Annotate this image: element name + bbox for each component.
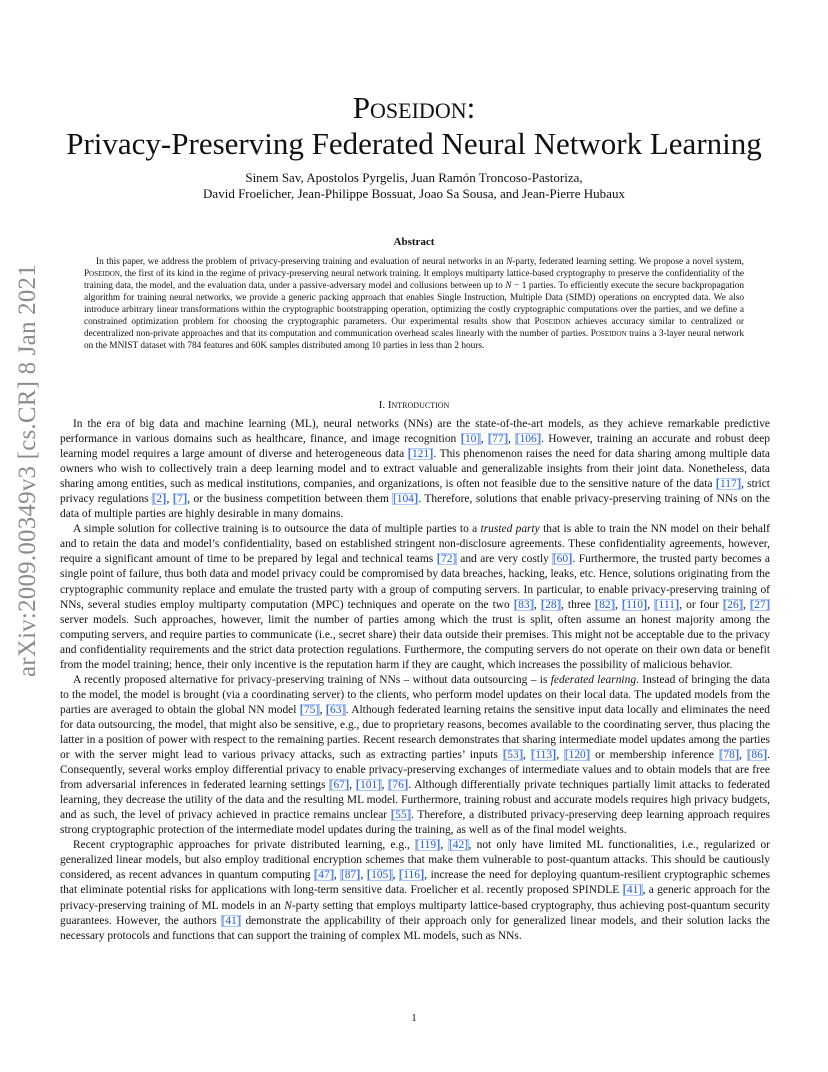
page-number: 1 xyxy=(411,1012,417,1024)
paper-title-line1: Poseidon: xyxy=(352,90,476,125)
citation-link[interactable]: [110] xyxy=(622,598,647,611)
system-name: Poseidon xyxy=(590,329,627,340)
paragraph-3: A recently proposed alternative for privacy-preserving training of NNs – without data outsourcing – is federated learning. Instead of bringing the data to the model, the model is brought (via a coordinating server) to the clients, who perform model updates on their local data. The updated models from the parties are averaged to obtain the global NN model [75], [63]. Although federated learning retains the sensitive input data locally and eliminates the need for data outsourcing, the model, that might also be sensitive, e.g., due to proprietary reasons, becomes available to the coordinating server, thus placing the latter in a position of power with respect to the remaining parties. Recent research demonstrates that sharing intermediate model updates among the parties or with the server might lead to various privacy attacks, such as extracting parties’ inputs [53], [113], [120] or membership inference [78], [86]. Consequently, several works employ differential privacy to enable privacy-preserving exchanges of intermediate values and to obtain models that are free from adversarial inferences in federated learning settings [67], [101], [76]. Although differentially private techniques partially limit attacks to federated learning, they decrease the utility of the data and the resulting ML model. Furthermore, training robust and accurate models requires high privacy budgets, and as such, the level of privacy achieved in practice remains unclear [55]. Therefore, a distributed privacy-preserving deep learning approach requires strong cryptographic protection of the intermediate model updates during the training, as well as of the final model weights. xyxy=(60,673,771,837)
arxiv-identifier: arXiv:2009.00349v3 [cs.CR] 8 Jan 2021 xyxy=(14,264,41,677)
citation-link[interactable]: [104] xyxy=(392,493,418,506)
body-text xyxy=(60,417,770,944)
citation-link[interactable]: [120] xyxy=(564,749,590,762)
citation-link[interactable]: [72] xyxy=(437,553,457,566)
citation-link[interactable]: [101] xyxy=(356,779,382,792)
system-name: Poseidon xyxy=(534,317,571,328)
paragraph-4: Recent cryptographic approaches for private distributed learning, e.g., [119], [42], not only have limited ML functionalities, i.e., regularized or generalized linear models, but also employ traditional encryption schemes that make them vulnerable to post-quantum attacks. This should be cautiously considered, as recent advances in quantum computing [47], [87], [105], [116], increase the need for deploying quantum-resilient cryptographic schemes that eliminate potential risks for applications with long-term sensitive data. Froelicher et al. recently proposed SPINDLE [41], a generic approach for the privacy-preserving training of ML models in an N-party setting that employs multiparty lattice-based cryptography, thus achieving post-quantum security guarantees. However, the authors [41] demonstrate the applicability of their approach only for generalized linear models, and their solution lacks the necessary protocols and functions that can support the training of complex ML models, such as NNs. xyxy=(60,839,771,942)
citation-link[interactable]: [63] xyxy=(326,703,346,716)
citation-link[interactable]: [76] xyxy=(388,779,408,792)
citation-link[interactable]: [121] xyxy=(408,448,433,461)
citation-link[interactable]: [119] xyxy=(415,839,440,852)
author-list-line1: Sinem Sav, Apostolos Pyrgelis, Juan Ramón Troncoso-Pastoriza, xyxy=(245,170,583,185)
citation-link[interactable]: [77] xyxy=(488,433,508,446)
citation-link[interactable]: [83] xyxy=(514,598,534,611)
citation-link[interactable]: [75] xyxy=(300,703,320,716)
citation-link[interactable]: [87] xyxy=(340,869,360,882)
citation-link[interactable]: [28] xyxy=(541,598,561,611)
citation-link[interactable]: [47] xyxy=(314,869,334,882)
abstract-paragraph: In this paper, we address the problem of privacy-preserving training and evaluation of neural networks in an N-party, federated learning setting. We propose a novel system, Poseidon, the first of its kind in the regime of privacy-preserving neural network training. It employs multiparty lattice-based cryptography to preserve the confidentiality of the training data, the model, and the evaluation data, under a passive-adversary model and collusions between up to N − 1 parties. To efficiently execute the secure backpropagation algorithm for training neural networks, we provide a generic packing approach that enables Single Instruction, Multiple Data (SIMD) operations on encrypted data. We also introduce arbitrary linear transformations within the cryptographic bootstrapping operation, optimizing the costly cryptographic computations over the parties, and we define a constrained optimization problem for choosing the cryptographic parameters. Our experimental results show that Poseidon achieves accuracy similar to centralized or decentralized non-private approaches and that its computation and communication overhead scales linearly with the number of parties. Poseidon trains a 3-layer neural network on the MNIST dataset with 784 features and 60K samples distributed among 10 parties in less than 2 hours. xyxy=(84,257,744,352)
citation-link[interactable]: [27] xyxy=(750,598,770,611)
citation-link[interactable]: [111] xyxy=(654,598,679,611)
citation-link[interactable]: [117] xyxy=(716,478,741,491)
system-name: Poseidon xyxy=(84,269,120,280)
citation-link[interactable]: [86] xyxy=(747,749,767,762)
citation-link[interactable]: [7] xyxy=(173,493,187,506)
citation-link[interactable]: [2] xyxy=(152,493,166,506)
citation-link[interactable]: [106] xyxy=(515,433,541,446)
abstract xyxy=(84,256,744,352)
abstract-heading: Abstract xyxy=(393,236,435,248)
citation-link[interactable]: [67] xyxy=(329,779,349,792)
citation-link[interactable]: [78] xyxy=(719,749,739,762)
citation-link[interactable]: [41] xyxy=(221,914,241,927)
citation-link[interactable]: [53] xyxy=(503,749,523,762)
citation-link[interactable]: [116] xyxy=(399,869,424,882)
citation-link[interactable]: [105] xyxy=(367,869,393,882)
citation-link[interactable]: [10] xyxy=(461,433,481,446)
citation-link[interactable]: [60] xyxy=(552,553,572,566)
citation-link[interactable]: [55] xyxy=(391,809,411,822)
section-heading: I. Introduction xyxy=(378,399,450,411)
paper-title-line2: Privacy-Preserving Federated Neural Network Learning xyxy=(66,126,762,161)
citation-link[interactable]: [82] xyxy=(595,598,615,611)
paragraph-1: In the era of big data and machine learning (ML), neural networks (NNs) are the state-of-the-art models, as they achieve remarkable predictive performance in various domains such as healthcare, finance, and image recognition [10], [77], [106]. However, training an accurate and robust deep learning model requires a large amount of diverse and heterogeneous data [121]. This phenomenon raises the need for data sharing among multiple data owners who wish to collectively train a deep learning model and to extract valuable and generalizable insights from their joint data. Nonetheless, data sharing among entities, such as medical institutions, companies, and organizations, is often not feasible due to the sensitive nature of the data [117], strict privacy regulations [2], [7], or the business competition between them [104]. Therefore, solutions that enable privacy-preserving training of NNs on the data of multiple parties are highly desirable in many domains. xyxy=(60,418,771,521)
citation-link[interactable]: [41] xyxy=(623,884,643,897)
citation-link[interactable]: [26] xyxy=(723,598,743,611)
paragraph-2: A simple solution for collective training is to outsource the data of multiple parties to a trusted party that is able to train the NN model on their behalf and to retain the data and model’s confidentiality, based on established stringent non-disclosure agreements. These confidentiality agreements, however, require a significant amount of time to be prepared by legal and technical teams [72] and are very costly [60]. Furthermore, the trusted party becomes a single point of failure, thus both data and model privacy could be compromised by data breaches, hacking, leaks, etc. Hence, solutions originating from the cryptographic community replace and emulate the trusted party with a group of computing servers. In particular, to enable privacy-preserving training of NNs, several studies employ multiparty computation (MPC) techniques and operate on the two [83], [28], three [82], [110], [111], or four [26], [27] server models. Such approaches, however, limit the number of parties among which the trust is split, often assume an honest majority among the computing servers, and require parties to communicate (i.e., secret share) their data outside their premises. This might not be acceptable due to the privacy and confidentiality requirements and the strict data protection regulations. Furthermore, the computing servers do not operate on their own data or benefit from the model training; hence, their only incentive is the reputation harm if they are caught, which increases the possibility of malicious behavior. xyxy=(60,523,771,671)
citation-link[interactable]: [113] xyxy=(531,749,556,762)
citation-link[interactable]: [42] xyxy=(448,839,469,852)
author-list-line2: David Froelicher, Jean-Philippe Bossuat, Joao Sa Sousa, and Jean-Pierre Hubaux xyxy=(203,186,625,201)
